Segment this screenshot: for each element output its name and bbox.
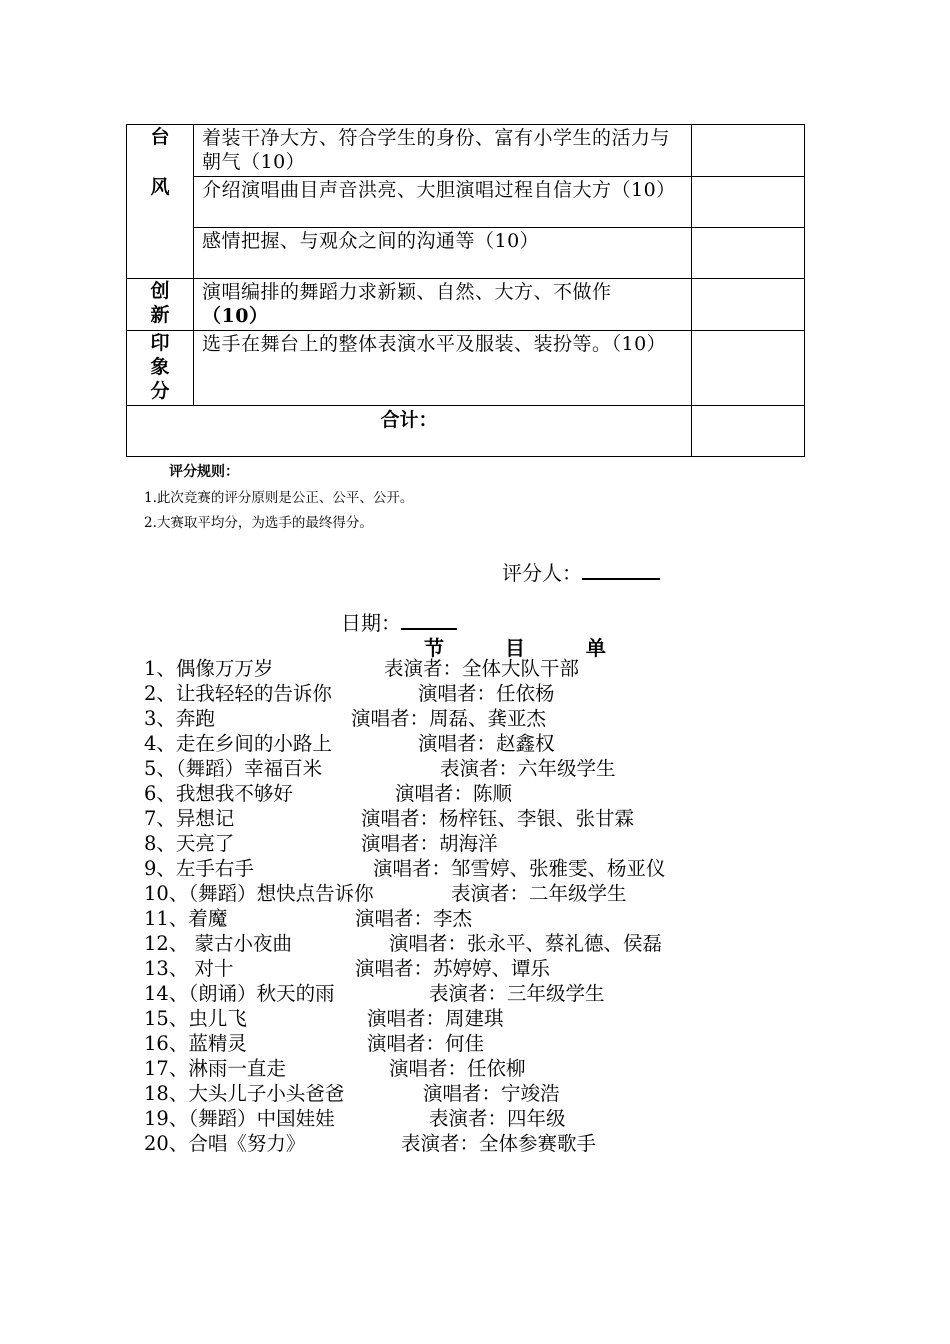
innovation-category-cell	[127, 279, 194, 331]
stage-criterion-3: 感情把握、与观众之间的沟通等（10）	[194, 228, 692, 279]
impression-category-char-2: 象	[150, 356, 170, 378]
program-item-performer: 表演者：三年级学生	[429, 982, 605, 1005]
signer-blank[interactable]	[582, 560, 660, 580]
program-item-performer: 演唱者：杨梓钰、李银、张甘霖	[361, 807, 635, 830]
program-item-performer: 演唱者：李杰	[355, 907, 473, 930]
stage-criterion-2: 介绍演唱曲目声音洪亮、大胆演唱过程自信大方（10）	[194, 177, 692, 228]
program-item-title: 17、淋雨一直走	[144, 1057, 286, 1080]
program-item-title: 2、让我轻轻的告诉你	[144, 682, 332, 705]
program-item-title: 13、 对十	[144, 957, 234, 980]
program-item-title: 4、走在乡间的小路上	[144, 732, 332, 755]
program-item-title: 8、天亮了	[144, 832, 235, 855]
stage-category-char-2: 风	[150, 176, 170, 198]
program-item-performer: 演唱者：张永平、蔡礼德、侯磊	[389, 932, 663, 955]
stage-row-3	[127, 228, 805, 279]
program-item-title: 1、偶像万万岁	[144, 657, 274, 680]
stage-score-2[interactable]	[692, 177, 805, 228]
program-item-title: 11、着魔	[144, 907, 228, 930]
rules-title: 评分规则：	[169, 464, 239, 480]
innovation-score[interactable]	[692, 279, 805, 331]
program-item-performer: 演唱者：任依柳	[389, 1057, 526, 1080]
innovation-row	[127, 279, 805, 331]
rule-item-2: 2.大赛取平均分，为选手的最终得分。	[144, 515, 373, 531]
stage-criterion-1: 着装干净大方、符合学生的身份、富有小学生的活力与朝气（10）	[194, 125, 692, 177]
impression-category-cell	[127, 331, 194, 406]
rule-item-1: 1.此次竞赛的评分原则是公正、公平、公开。	[144, 490, 414, 506]
innovation-category-char-1: 创	[150, 280, 170, 302]
program-item-performer: 演唱者：胡海洋	[361, 832, 498, 855]
program-item-performer: 表演者：四年级	[429, 1107, 566, 1130]
program-item-performer: 演唱者：赵鑫权	[418, 732, 555, 755]
program-item-title: 3、奔跑	[144, 707, 215, 730]
impression-criterion: 选手在舞台上的整体表演水平及服装、装扮等。（10）	[194, 331, 692, 406]
scoring-table	[126, 124, 805, 457]
program-item-title: 18、大头儿子小头爸爸	[144, 1082, 345, 1105]
total-row	[127, 406, 805, 457]
program-item-performer: 演唱者：周建琪	[367, 1007, 504, 1030]
total-label: 合计：	[127, 406, 692, 457]
date-label: 日期：	[341, 611, 401, 635]
program-item-title: 15、虫儿飞	[144, 1007, 247, 1030]
program-item-title: 20、合唱《努力》	[144, 1132, 306, 1155]
stage-row-2	[127, 177, 805, 228]
program-item-title: 6、我想我不够好	[144, 782, 293, 805]
stage-score-1[interactable]	[692, 125, 805, 177]
signer-line	[502, 557, 660, 586]
stage-category-cell	[127, 125, 194, 279]
total-score[interactable]	[692, 406, 805, 457]
program-item-performer: 演唱者：陈顺	[395, 782, 513, 805]
program-item-title: 16、蓝精灵	[144, 1032, 247, 1055]
program-item-title: 10、（舞蹈）想快点告诉你	[144, 882, 374, 905]
program-item-performer: 表演者：全体大队干部	[384, 657, 580, 680]
program-item-title: 14、（朗诵）秋天的雨	[144, 982, 335, 1005]
program-item-title: 19、（舞蹈）中国娃娃	[144, 1107, 335, 1130]
program-item-performer: 表演者：六年级学生	[440, 757, 616, 780]
stage-row-1	[127, 125, 805, 177]
impression-category-char-3: 分	[150, 380, 170, 402]
impression-category-char-1: 印	[150, 332, 170, 354]
stage-score-3[interactable]	[692, 228, 805, 279]
innovation-category-char-2: 新	[150, 304, 170, 326]
program-item-performer: 演唱者：任依杨	[418, 682, 555, 705]
stage-category-char-1: 台	[150, 126, 170, 148]
program-item-title: 7、异想记	[144, 807, 235, 830]
innovation-criterion-score: （10）	[202, 305, 269, 327]
program-item-performer: 演唱者：何佳	[367, 1032, 485, 1055]
program-item-title: 12、 蒙古小夜曲	[144, 932, 293, 955]
program-item-title: 9、左手右手	[144, 857, 254, 880]
program-item-performer: 表演者：全体参赛歌手	[401, 1132, 597, 1155]
impression-score[interactable]	[692, 331, 805, 406]
program-item-performer: 表演者：二年级学生	[451, 882, 627, 905]
innovation-criterion	[194, 279, 692, 331]
date-blank[interactable]	[401, 610, 457, 630]
program-item-performer: 演唱者：苏婷婷、谭乐	[355, 957, 551, 980]
program-item-title: 5、（舞蹈）幸福百米	[144, 757, 323, 780]
program-item-performer: 演唱者：邹雪婷、张雅雯、杨亚仪	[373, 857, 666, 880]
program-item-performer: 演唱者：宁竣浩	[423, 1082, 560, 1105]
signer-label: 评分人：	[502, 561, 582, 585]
program-item-performer: 演唱者：周磊、龚亚杰	[351, 707, 547, 730]
program-title: 节 目 单	[424, 636, 624, 660]
innovation-criterion-text: 演唱编排的舞蹈力求新颖、自然、大方、不做作	[202, 281, 612, 303]
impression-row	[127, 331, 805, 406]
